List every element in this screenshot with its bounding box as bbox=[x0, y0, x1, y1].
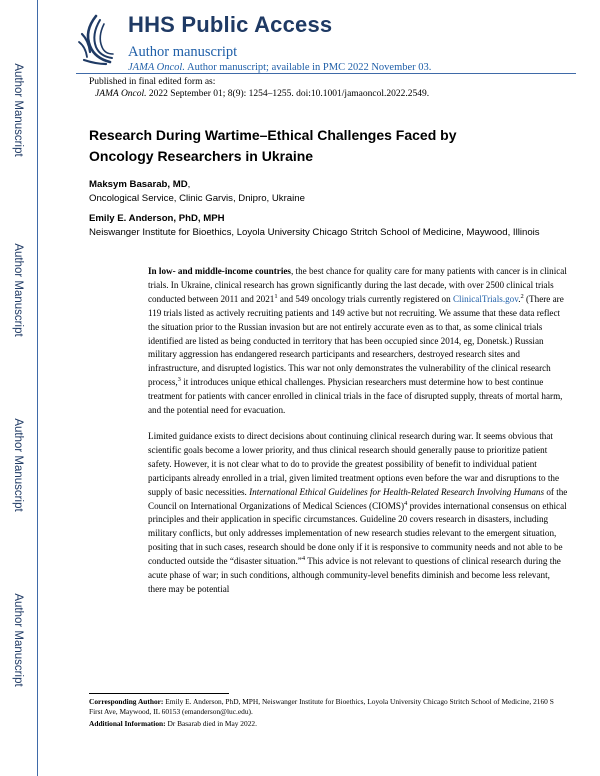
author-name bbox=[89, 212, 569, 226]
sidebar-label: Author Manuscript bbox=[12, 593, 24, 687]
sidebar-label: Author Manuscript bbox=[12, 243, 24, 337]
author-suffix: , bbox=[187, 179, 191, 190]
hhs-header bbox=[76, 12, 576, 72]
sidebar-label: Author Manuscript bbox=[12, 63, 24, 157]
body-text: and 549 oncology trials currently registered on bbox=[277, 293, 453, 304]
author-name bbox=[89, 178, 569, 192]
hhs-eagle-logo-icon bbox=[76, 12, 116, 66]
availability-line bbox=[128, 62, 431, 73]
footnote-text: Emily E. Anderson, PhD, MPH, Neiswanger Institute for Bioethics, Loyola University Chicago Stritch School of Medicine, 2160 S First Ave, Maywood, IL 60153 (emanderson@luc.edu). bbox=[89, 697, 554, 716]
guideline-title: International Ethical Guidelines for Health-Related Research Involving Humans bbox=[249, 486, 545, 497]
sidebar-divider bbox=[37, 0, 38, 776]
header-rule bbox=[76, 73, 576, 74]
article-title bbox=[89, 125, 529, 167]
body-text: , the best chance for quality care for many patients with cancer is in clinical trials. In Ukraine, clinical research has grown significantly during the last decade, with over 2500 clinical trials conducted between 2011 and 2021 bbox=[148, 266, 567, 304]
citation-line bbox=[89, 88, 429, 100]
body-text: of the Council on International Organizations of Medical Sciences (CIOMS) bbox=[148, 486, 568, 511]
footnote-label: Additional Information: bbox=[89, 719, 166, 728]
additional-information bbox=[89, 719, 559, 729]
citation-text: 2022 September 01; 8(9): 1254–1255. doi:10.1001/jamaoncol.2022.2549. bbox=[148, 89, 430, 99]
author-affiliation: Neiswanger Institute for Bioethics, Loyola University Chicago Stritch School of Medicine, Maywood, Illinois bbox=[89, 227, 540, 238]
author-list bbox=[89, 178, 569, 246]
title-line: Oncology Researchers in Ukraine bbox=[89, 148, 314, 164]
corresponding-author bbox=[89, 697, 559, 717]
author-name-text: Emily E. Anderson, PhD, MPH bbox=[89, 213, 225, 224]
reference-sup: 4 bbox=[404, 499, 408, 507]
sidebar bbox=[0, 0, 36, 776]
footnote-label: Corresponding Author: bbox=[89, 697, 164, 706]
journal-name: JAMA Oncol. bbox=[128, 62, 185, 73]
body-text: provides international consensus on ethical principles and their application in specific circumstances. Guideline 20 covers research in disasters, including military conflicts, but only addresses implementation of new research studies relevant to the emergent situation, positing that in such cases, research should be done only if it is responsive to community needs and not able to be conducted outside the “disaster situation.” bbox=[148, 500, 567, 567]
clinicaltrials-link[interactable]: ClinicalTrials.gov bbox=[452, 293, 519, 304]
manuscript-label: Author manuscript bbox=[128, 44, 238, 60]
lead-text: In low- and middle-income countries bbox=[148, 266, 291, 276]
availability-text: Author manuscript; available in PMC 2022 November 03. bbox=[187, 62, 432, 73]
body-text: . bbox=[518, 293, 521, 304]
reference-sup: 2 bbox=[520, 292, 524, 300]
reference-sup: 4 bbox=[301, 555, 306, 563]
sidebar-label: Author Manuscript bbox=[12, 418, 24, 512]
body-text: Limited guidance exists to direct decisions about continuing clinical research during war. It seems obvious that scientific goals become a lower priority, and thus clinical research should generally pause to prioritize patient safety. However, it is not clear what to do to provide the greatest possibility of benefit to individual patient participants already enrolled in a trial, given limited treatment options even before the war and disruptions to the supply of basic necessities. bbox=[148, 430, 560, 497]
footnotes bbox=[89, 697, 559, 729]
published-line: Published in final edited form as: bbox=[89, 77, 216, 87]
reference-sup: 3 bbox=[177, 376, 181, 384]
reference-sup: 1 bbox=[274, 292, 278, 300]
publication-info bbox=[89, 76, 429, 100]
body-text: This advice is not relevant to questions of clinical research during the acute phase of war; in such conditions, although community-level benefits diminish and become less relevant, there may be potential bbox=[148, 556, 561, 594]
author-name-text: Maksym Basarab, MD bbox=[89, 179, 188, 190]
paragraph bbox=[148, 265, 568, 418]
citation-journal: JAMA Oncol. bbox=[95, 89, 147, 99]
body-text: it introduces unique ethical challenges. Physician researchers must determine how to best continue treatment for patients with cancer enrolled in clinical trials in the face of disrupted supply, threats of mortal harm, and the potential need for evacuation. bbox=[148, 377, 563, 416]
footnote-text: Dr Basarab died in May 2022. bbox=[165, 719, 257, 728]
article-body bbox=[148, 265, 568, 609]
footnote-rule bbox=[89, 693, 229, 694]
body-text: (There are 119 trials listed as actively recruiting patients and 149 active but not recruiting. We assume that these data reflect the situation prior to the Russian invasion but are not entirely accurate even as to that, as some clinical trials identified are listed as being conducted in territory that has been occupied since 2014, eg, Donetsk.) Russian military aggression has endangered research participants and researchers, destroyed research sites and infrastructure, and disrupted logistics. This war not only demonstrates the vulnerability of the clinical research process, bbox=[148, 293, 564, 388]
author-affiliation: Oncological Service, Clinic Garvis, Dnipro, Ukraine bbox=[89, 193, 305, 204]
hhs-title: HHS Public Access bbox=[128, 12, 333, 37]
title-line: Research During Wartime–Ethical Challenges Faced by bbox=[89, 127, 457, 143]
paragraph bbox=[148, 430, 568, 597]
